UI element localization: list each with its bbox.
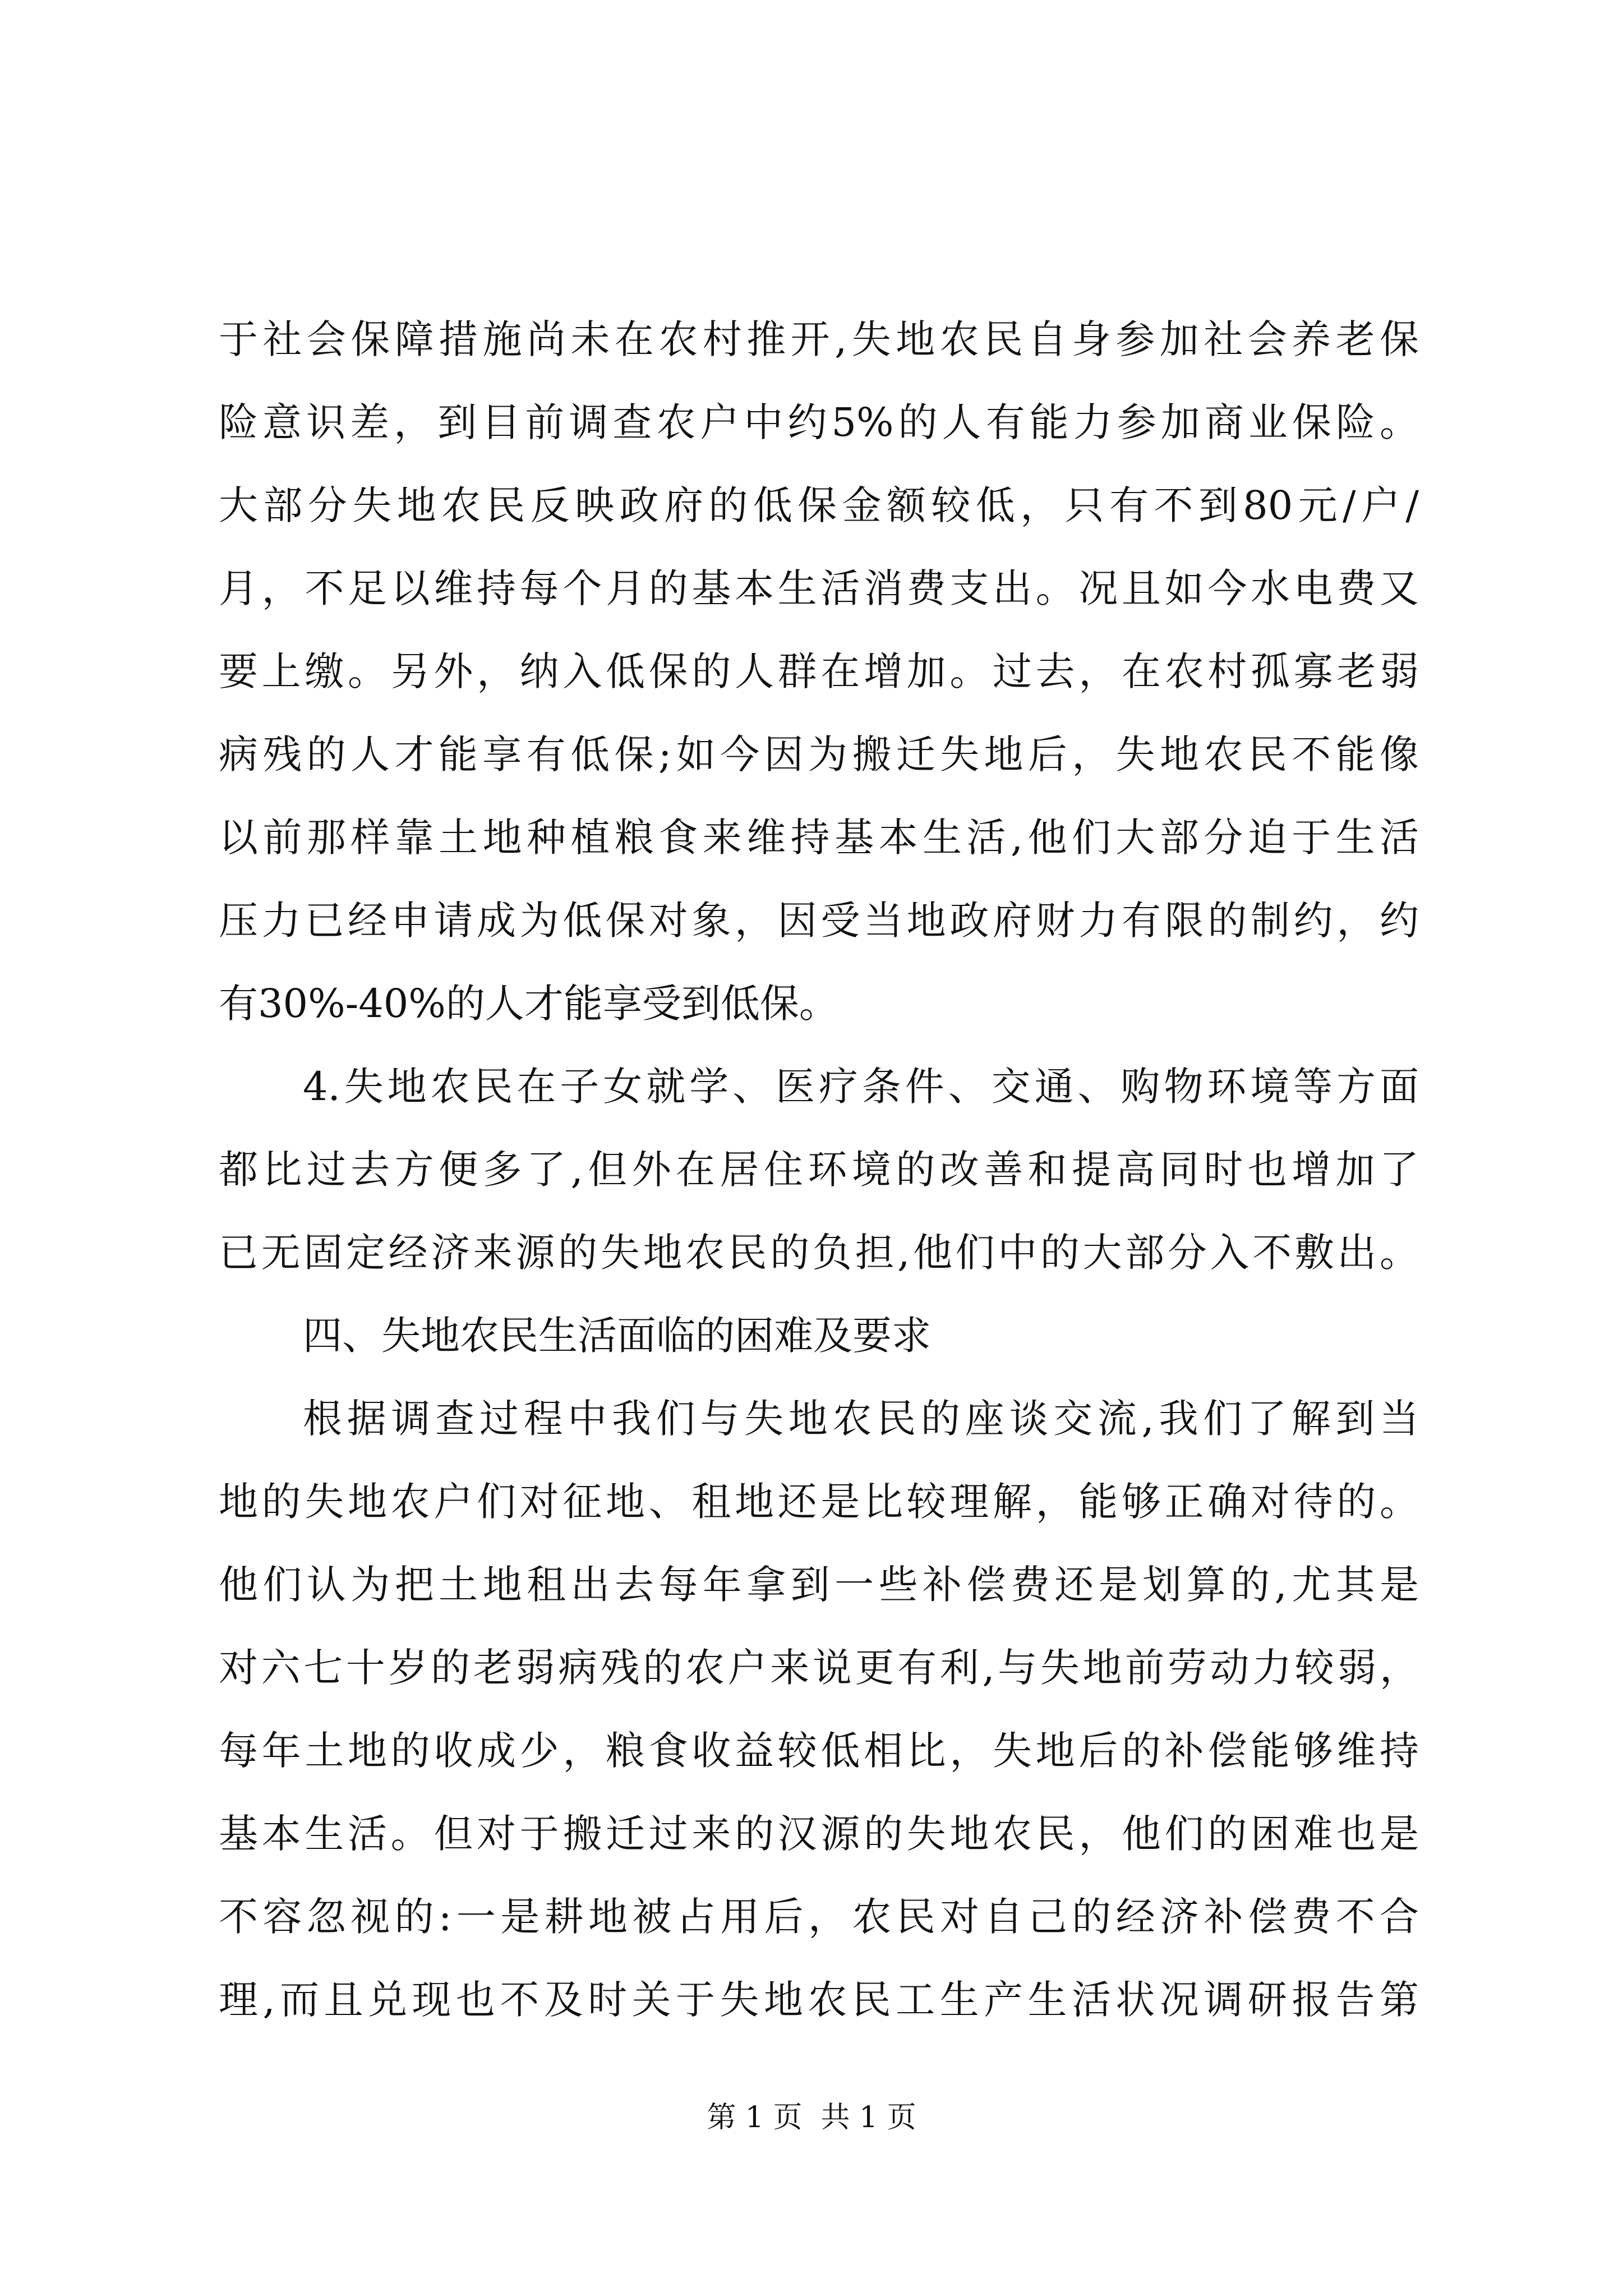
text-line: 对六七十岁的老弱病残的农户来说更有利,与失地前劳动力较弱， (219, 1645, 1419, 1691)
text-line: 理,而且兑现也不及时关于失地农民工生产生活状况调研报告第 (219, 1977, 1419, 2023)
text-line: 于社会保障措施尚未在农村推开,失地农民自身参加社会养老保 (219, 316, 1419, 362)
text-line: 病残的人才能享有低保;如今因为搬迁失地后，失地农民不能像 (219, 731, 1419, 777)
text-line: 险意识差，到目前调查农户中约5%的人有能力参加商业保险。 (219, 399, 1419, 445)
text-line: 每年土地的收成少，粮食收益较低相比，失地后的补偿能够维持 (219, 1728, 1419, 1774)
text-line: 他们认为把土地租出去每年拿到一些补偿费还是划算的,尤其是 (219, 1562, 1419, 1608)
text-line: 根据调查过程中我们与失地农民的座谈交流,我们了解到当 (303, 1396, 1419, 1442)
text-line: 要上缴。另外，纳入低保的人群在增加。过去，在农村孤寡老弱 (219, 648, 1419, 694)
text-line: 大部分失地农民反映政府的低保金额较低，只有不到80元/户/ (219, 482, 1419, 528)
text-line: 压力已经申请成为低保对象，因受当地政府财力有限的制约，约 (219, 898, 1419, 944)
text-line: 地的失地农户们对征地、租地还是比较理解，能够正确对待的。 (219, 1479, 1419, 1525)
text-line: 不容忽视的:一是耕地被占用后，农民对自己的经济补偿费不合 (219, 1894, 1419, 1940)
page-number-footer: 第 1 页 共 1 页 (707, 2101, 916, 2134)
text-line: 有30%-40%的人才能享受到低保。 (219, 981, 838, 1027)
section-heading: 四、失地农民生活面临的困难及要求 (303, 1313, 931, 1359)
text-line: 以前那样靠土地种植粮食来维持基本生活,他们大部分迫于生活 (219, 815, 1419, 861)
text-line: 已无固定经济来源的失地农民的负担,他们中的大部分入不敷出。 (219, 1230, 1419, 1276)
text-line: 都比过去方便多了,但外在居住环境的改善和提高同时也增加了 (219, 1147, 1419, 1193)
text-line: 月，不足以维持每个月的基本生活消费支出。况且如今水电费又 (219, 565, 1419, 611)
text-line: 基本生活。但对于搬迁过来的汉源的失地农民，他们的困难也是 (219, 1811, 1419, 1857)
text-line: 4.失地农民在子女就学、医疗条件、交通、购物环境等方面 (303, 1064, 1419, 1110)
